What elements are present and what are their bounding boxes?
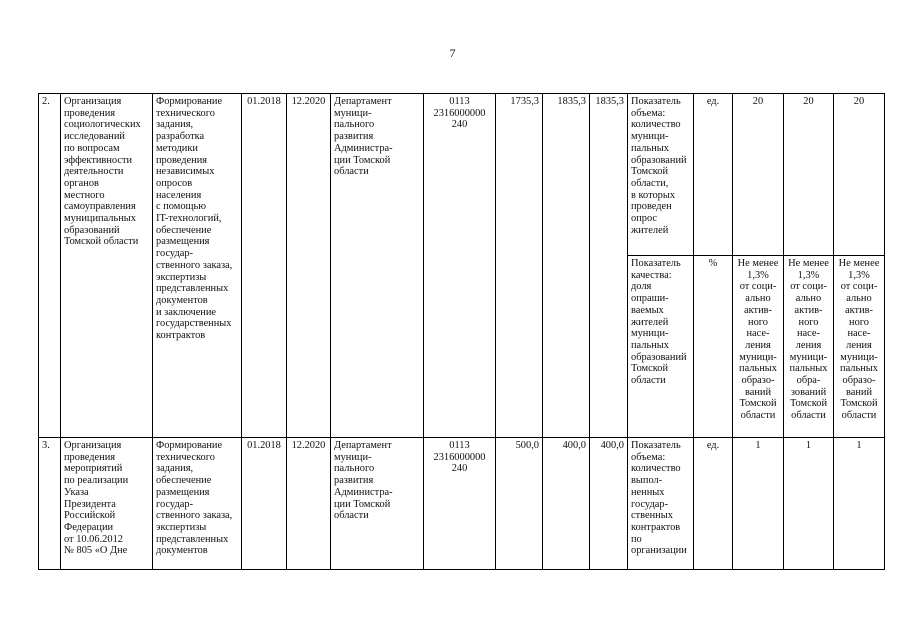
indicator-unit-cell: ед. xyxy=(694,94,733,256)
funding-year-2-cell: 400,0 xyxy=(543,438,590,570)
tasks-cell: Формирование технического задания, обеспечение размещения государ- ственного заказа, экспертизы представленных документов xyxy=(153,438,242,570)
indicator-value-year-3-cell: Не менее 1,3% от соци- ально актив- ного насе- ления муници- пальных образо- ваний Томской области xyxy=(834,256,885,438)
indicator-value-year-2-cell: 20 xyxy=(784,94,834,256)
program-events-table xyxy=(38,93,885,570)
end-date-cell: 12.2020 xyxy=(287,94,331,438)
budget-code-cell: 0113 2316000000 240 xyxy=(424,438,496,570)
indicator-value-year-3-cell: 20 xyxy=(834,94,885,256)
event-name-cell: Организация проведения социологических исследований по вопросам эффективности деятельности органов местного самоуправления муниципальных образований Томской области xyxy=(61,94,153,438)
indicator-value-year-2-cell: 1 xyxy=(784,438,834,570)
funding-year-3-cell: 400,0 xyxy=(590,438,628,570)
table-row xyxy=(39,438,885,570)
end-date-cell: 12.2020 xyxy=(287,438,331,570)
tasks-cell: Формирование технического задания, разработка методики проведения независимых опросов населения с помощью IT-технологий, обеспечение размещения государ- ственного заказа, экспертизы представленных документов и заключение государственных контрактов xyxy=(153,94,242,438)
indicator-unit-cell: ед. xyxy=(694,438,733,570)
table-row xyxy=(39,94,885,256)
funding-year-1-cell: 1735,3 xyxy=(496,94,543,438)
event-name-cell: Организация проведения мероприятий по реализации Указа Президента Российской Федерации от 10.06.2012 № 805 «О Дне xyxy=(61,438,153,570)
funding-year-1-cell: 500,0 xyxy=(496,438,543,570)
indicator-value-year-2-cell: Не менее 1,3% от соци- ально актив- ного насе- ления муници- пальных обра- зований Томской области xyxy=(784,256,834,438)
funding-year-2-cell: 1835,3 xyxy=(543,94,590,438)
indicator-value-year-1-cell: 1 xyxy=(733,438,784,570)
executor-cell: Департамент муници- пального развития Администра- ции Томской области xyxy=(331,438,424,570)
funding-year-3-cell: 1835,3 xyxy=(590,94,628,438)
indicator-name-cell: Показатель качества: доля опраши- ваемых жителей муници- пальных образований Томской области xyxy=(628,256,694,438)
indicator-value-year-1-cell: 20 xyxy=(733,94,784,256)
indicator-name-cell: Показатель объема: количество муници- пальных образований Томской области, в которых проведен опрос жителей xyxy=(628,94,694,256)
indicator-value-year-1-cell: Не менее 1,3% от соци- ально актив- ного насе- ления муници- пальных образо- ваний Томской области xyxy=(733,256,784,438)
row-number-cell: 2. xyxy=(39,94,61,438)
start-date-cell: 01.2018 xyxy=(242,94,287,438)
budget-code-cell: 0113 2316000000 240 xyxy=(424,94,496,438)
indicator-name-cell: Показатель объема: количество выпол- ненных государ- ственных контрактов по организации xyxy=(628,438,694,570)
indicator-value-year-3-cell: 1 xyxy=(834,438,885,570)
start-date-cell: 01.2018 xyxy=(242,438,287,570)
page-number: 7 xyxy=(449,46,456,60)
indicator-unit-cell: % xyxy=(694,256,733,438)
row-number-cell: 3. xyxy=(39,438,61,570)
executor-cell: Департамент муници- пального развития Администра- ции Томской области xyxy=(331,94,424,438)
